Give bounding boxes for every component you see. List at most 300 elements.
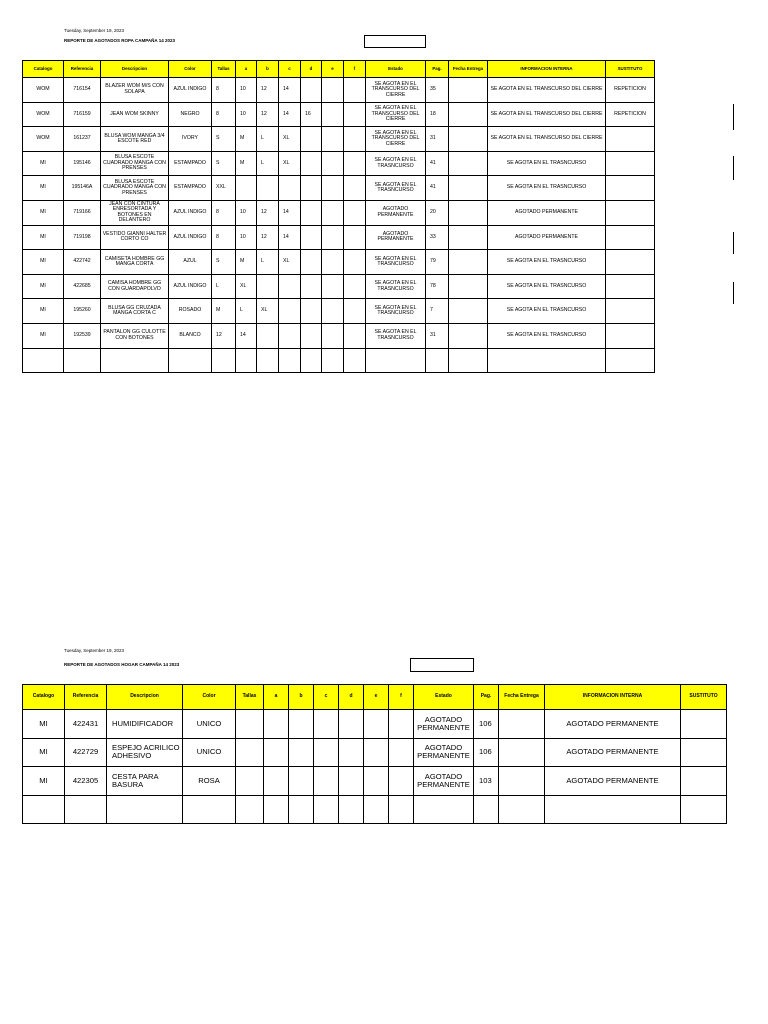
table-cell: [169, 348, 212, 373]
table-cell: [414, 795, 474, 824]
table-cell: [236, 348, 257, 373]
table-cell: AGOTADO PERMANENTE: [366, 200, 426, 225]
table-cell: 78: [426, 274, 449, 299]
table-cell: ESPEJO ACRILICO ADHESIVO: [107, 738, 183, 767]
table-cell: MI: [23, 299, 64, 324]
table-cell: [339, 795, 364, 824]
table-cell: [449, 151, 488, 176]
table-cell: [426, 348, 449, 373]
table-cell: 161237: [64, 127, 101, 152]
table-cell: AGOTADO PERMANENTE: [366, 225, 426, 250]
table-cell: 33: [426, 225, 449, 250]
table-cell: AZUL INDIGO: [169, 78, 212, 103]
table-cell: [212, 348, 236, 373]
table-cell: [314, 710, 339, 739]
table-cell: L: [257, 250, 279, 275]
table-cell: 422742: [64, 250, 101, 275]
table-cell: IVORY: [169, 127, 212, 152]
table-cell: ROSADO: [169, 299, 212, 324]
table-cell: 12: [257, 225, 279, 250]
report2-empty-box: [410, 658, 474, 672]
table-cell: [289, 738, 314, 767]
column-header: Descripcion: [107, 685, 183, 710]
table-cell: XL: [236, 274, 257, 299]
table-cell: 41: [426, 176, 449, 201]
table-cell: [183, 795, 236, 824]
table-cell: SE AGOTA EN EL TRASNCURSO: [366, 250, 426, 275]
table-cell: SE AGOTA EN EL TRASNCURSO: [366, 151, 426, 176]
table-cell: 7: [426, 299, 449, 324]
table-row: [23, 102, 655, 127]
table-cell: [322, 200, 344, 225]
column-header: Referencia: [64, 61, 101, 78]
table-cell: [279, 323, 301, 348]
table-cell: JEAN CON CINTURA ENRESORTADA Y BOTONES EN DELANTERO: [101, 200, 169, 225]
column-header: Pag.: [474, 685, 499, 710]
table-cell: [264, 795, 289, 824]
table-cell: [322, 348, 344, 373]
right-margin-mark: [733, 156, 734, 180]
column-header: Estado: [366, 61, 426, 78]
table-cell: [322, 250, 344, 275]
table-cell: SE AGOTA EN EL TRASNCURSO: [488, 250, 606, 275]
table-cell: [23, 348, 64, 373]
table-cell: [344, 250, 366, 275]
table-cell: REPETICION: [606, 102, 655, 127]
table-cell: 14: [279, 200, 301, 225]
table-cell: [301, 200, 322, 225]
table-cell: 18: [426, 102, 449, 127]
table-cell: [301, 250, 322, 275]
table-cell: [606, 323, 655, 348]
table-row: [23, 78, 655, 103]
column-header: INFORMACION INTERNA: [545, 685, 681, 710]
table-cell: MI: [23, 151, 64, 176]
column-header: Color: [183, 685, 236, 710]
table-cell: 8: [212, 78, 236, 103]
table-cell: SE AGOTA EN EL TRASNCURSO: [488, 274, 606, 299]
column-header: Catalogo: [23, 685, 65, 710]
right-margin-mark: [733, 104, 734, 130]
table-cell: [279, 274, 301, 299]
table-cell: [488, 348, 606, 373]
table-cell: AGOTADO PERMANENTE: [545, 710, 681, 739]
table-cell: [322, 323, 344, 348]
table-cell: CESTA PARA BASURA: [107, 767, 183, 796]
table-cell: S: [212, 250, 236, 275]
table-cell: L: [257, 127, 279, 152]
table-cell: MI: [23, 767, 65, 796]
table-cell: [364, 710, 389, 739]
table-cell: 422685: [64, 274, 101, 299]
table-cell: [322, 102, 344, 127]
table-cell: 10: [236, 102, 257, 127]
table-cell: [236, 738, 264, 767]
right-margin-mark: [733, 232, 734, 254]
table-cell: AGOTADO PERMANENTE: [414, 767, 474, 796]
table-cell: 8: [212, 102, 236, 127]
column-header: Color: [169, 61, 212, 78]
table-row: [23, 200, 655, 225]
table-row: [23, 738, 727, 767]
table-cell: 195146: [64, 151, 101, 176]
table-cell: AZUL INDIGO: [169, 274, 212, 299]
table-cell: SE AGOTA EN EL TRASNCURSO: [366, 299, 426, 324]
table-cell: [344, 348, 366, 373]
table-cell: SE AGOTA EN EL TRANSCURSO DEL CIERRE: [366, 102, 426, 127]
table-cell: SE AGOTA EN EL TRASNCURSO: [366, 323, 426, 348]
table-cell: 103: [474, 767, 499, 796]
table-cell: [449, 176, 488, 201]
column-header: Pag.: [426, 61, 449, 78]
table-cell: 106: [474, 738, 499, 767]
table-cell: [389, 795, 414, 824]
table-cell: [301, 127, 322, 152]
column-header: Referencia: [65, 685, 107, 710]
column-header: INFORMACION INTERNA: [488, 61, 606, 78]
table-cell: [606, 151, 655, 176]
column-header: Catalogo: [23, 61, 64, 78]
table-cell: M: [236, 151, 257, 176]
table-row: [23, 176, 655, 201]
table-cell: AZUL: [169, 250, 212, 275]
table-cell: [264, 767, 289, 796]
table-cell: [289, 795, 314, 824]
table-cell: [449, 348, 488, 373]
table-cell: [264, 738, 289, 767]
table-cell: [344, 200, 366, 225]
table-cell: [474, 795, 499, 824]
table-cell: [606, 274, 655, 299]
report1-title: REPORTE DE AGOTADOS ROPA CAMPAÑA 14 2023: [64, 38, 176, 43]
table-cell: [545, 795, 681, 824]
table-cell: [236, 710, 264, 739]
table-cell: [301, 274, 322, 299]
table-cell: [314, 738, 339, 767]
column-header: c: [314, 685, 339, 710]
table-cell: VESTIDO GIANNI HALTER CORTO CO: [101, 225, 169, 250]
table-row: [23, 710, 727, 739]
table-cell: 12: [257, 78, 279, 103]
report1-empty-box: [364, 35, 426, 48]
table-row: [23, 151, 655, 176]
table-cell: [322, 299, 344, 324]
table-cell: AGOTADO PERMANENTE: [414, 738, 474, 767]
table-cell: [606, 348, 655, 373]
table-cell: [449, 323, 488, 348]
table-cell: AGOTADO PERMANENTE: [414, 710, 474, 739]
table-cell: [257, 323, 279, 348]
table-cell: [279, 176, 301, 201]
table-cell: WOM: [23, 102, 64, 127]
report1-table: [22, 60, 655, 373]
table-row: [23, 767, 727, 796]
table-cell: UNICO: [183, 738, 236, 767]
table-cell: [301, 225, 322, 250]
report1-body: [23, 78, 655, 373]
table-cell: [344, 323, 366, 348]
report2-title: REPORTE DE AGOTADOS HOGAR CAMPAÑA 14 2023: [64, 662, 180, 667]
table-cell: [344, 102, 366, 127]
table-cell: BLUSA ESCOTE CUADRADO MANGA CON PRENSES: [101, 176, 169, 201]
table-cell: M: [236, 127, 257, 152]
table-cell: AZUL INDIGO: [169, 200, 212, 225]
table-cell: MI: [23, 250, 64, 275]
column-header: Fecha Entrega: [499, 685, 545, 710]
table-cell: [236, 176, 257, 201]
table-cell: [606, 176, 655, 201]
column-header: Estado: [414, 685, 474, 710]
table-cell: [364, 767, 389, 796]
table-row: [23, 250, 655, 275]
table-cell: 14: [279, 225, 301, 250]
table-cell: SE AGOTA EN EL TRASNCURSO: [488, 176, 606, 201]
table-cell: BLUSA WOM MANGA 3/4 ESCOTE RED: [101, 127, 169, 152]
report2-table: [22, 684, 727, 824]
table-cell: BLANCO: [169, 323, 212, 348]
table-row: [23, 323, 655, 348]
table-cell: [339, 710, 364, 739]
table-cell: [366, 348, 426, 373]
table-cell: AGOTADO PERMANENTE: [545, 738, 681, 767]
table-cell: [314, 767, 339, 796]
table-cell: [301, 323, 322, 348]
table-cell: [344, 127, 366, 152]
table-cell: SE AGOTA EN EL TRASNCURSO: [366, 274, 426, 299]
table-row: [23, 795, 727, 824]
table-cell: [606, 200, 655, 225]
table-cell: S: [212, 127, 236, 152]
table-cell: [449, 127, 488, 152]
table-cell: [279, 299, 301, 324]
report1-header-row: [23, 61, 655, 78]
column-header: a: [236, 61, 257, 78]
table-cell: 422729: [65, 738, 107, 767]
table-cell: [301, 348, 322, 373]
table-cell: 192539: [64, 323, 101, 348]
table-cell: 195146A: [64, 176, 101, 201]
table-cell: XXL: [212, 176, 236, 201]
table-cell: 14: [236, 323, 257, 348]
table-cell: SE AGOTA EN EL TRASNCURSO: [366, 176, 426, 201]
report2-header-row: [23, 685, 727, 710]
table-cell: [364, 795, 389, 824]
table-cell: [289, 767, 314, 796]
table-cell: WOM: [23, 78, 64, 103]
table-cell: MI: [23, 225, 64, 250]
table-cell: [681, 710, 727, 739]
table-cell: AGOTADO PERMANENTE: [488, 225, 606, 250]
table-cell: 41: [426, 151, 449, 176]
table-cell: CAMISA HOMBRE GG CON GUARDAPOLVO: [101, 274, 169, 299]
table-cell: [322, 176, 344, 201]
table-cell: SE AGOTA EN EL TRASNCURSO: [488, 323, 606, 348]
table-cell: [65, 795, 107, 824]
table-cell: 12: [257, 200, 279, 225]
column-header: f: [389, 685, 414, 710]
table-cell: [606, 250, 655, 275]
table-cell: [257, 176, 279, 201]
table-cell: 422305: [65, 767, 107, 796]
column-header: f: [344, 61, 366, 78]
table-cell: PANTALON GG CULOTTE CON BOTONES: [101, 323, 169, 348]
table-cell: [322, 78, 344, 103]
table-cell: 16: [301, 102, 322, 127]
table-cell: [389, 738, 414, 767]
table-cell: [322, 151, 344, 176]
table-cell: [449, 225, 488, 250]
table-cell: [389, 710, 414, 739]
table-cell: [344, 176, 366, 201]
table-cell: [499, 738, 545, 767]
table-cell: 79: [426, 250, 449, 275]
table-cell: 719198: [64, 225, 101, 250]
table-cell: 195260: [64, 299, 101, 324]
table-cell: MI: [23, 274, 64, 299]
table-cell: [449, 102, 488, 127]
table-cell: [499, 767, 545, 796]
table-cell: XL: [279, 151, 301, 176]
table-cell: [606, 127, 655, 152]
table-cell: S: [212, 151, 236, 176]
column-header: d: [301, 61, 322, 78]
table-cell: 31: [426, 127, 449, 152]
table-cell: L: [236, 299, 257, 324]
table-cell: ROSA: [183, 767, 236, 796]
table-cell: XL: [257, 299, 279, 324]
table-cell: XL: [279, 250, 301, 275]
table-cell: MI: [23, 738, 65, 767]
table-cell: [301, 176, 322, 201]
table-cell: [606, 225, 655, 250]
table-row: [23, 274, 655, 299]
table-cell: 14: [279, 78, 301, 103]
column-header: e: [364, 685, 389, 710]
table-cell: [236, 795, 264, 824]
column-header: d: [339, 685, 364, 710]
table-cell: [449, 299, 488, 324]
table-cell: [257, 274, 279, 299]
table-cell: MI: [23, 176, 64, 201]
table-cell: 8: [212, 200, 236, 225]
column-header: b: [257, 61, 279, 78]
table-cell: L: [212, 274, 236, 299]
table-cell: [23, 795, 65, 824]
table-cell: [101, 348, 169, 373]
table-cell: NEGRO: [169, 102, 212, 127]
column-header: e: [322, 61, 344, 78]
table-cell: CAMISETA HOMBRE GG MANGA CORTA: [101, 250, 169, 275]
table-cell: SE AGOTA EN EL TRASNCURSO: [488, 299, 606, 324]
table-cell: 716159: [64, 102, 101, 127]
table-cell: M: [212, 299, 236, 324]
table-cell: MI: [23, 200, 64, 225]
table-row: [23, 225, 655, 250]
table-cell: [449, 250, 488, 275]
table-cell: [322, 274, 344, 299]
table-cell: MI: [23, 710, 65, 739]
report2-date: Tuesday, September 19, 2023: [64, 648, 125, 653]
table-cell: MI: [23, 323, 64, 348]
table-cell: WOM: [23, 127, 64, 152]
table-cell: [449, 274, 488, 299]
table-cell: SE AGOTA EN EL TRANSCURSO DEL CIERRE: [488, 127, 606, 152]
table-cell: [344, 151, 366, 176]
table-cell: 35: [426, 78, 449, 103]
table-cell: [681, 767, 727, 796]
column-header: Tallas: [212, 61, 236, 78]
table-cell: BLUSA GG CRUZADA MANGA CORTA C: [101, 299, 169, 324]
table-cell: 719166: [64, 200, 101, 225]
table-cell: [264, 710, 289, 739]
table-cell: [314, 795, 339, 824]
column-header: Fecha Entrega: [449, 61, 488, 78]
column-header: Tallas: [236, 685, 264, 710]
column-header: Descripcion: [101, 61, 169, 78]
table-cell: [344, 78, 366, 103]
table-cell: 422431: [65, 710, 107, 739]
table-cell: [339, 738, 364, 767]
table-cell: [389, 767, 414, 796]
table-cell: 10: [236, 200, 257, 225]
table-cell: JEAN WOM SKINNY: [101, 102, 169, 127]
table-cell: [279, 348, 301, 373]
table-cell: SE AGOTA EN EL TRASNCURSO: [488, 151, 606, 176]
table-cell: [301, 299, 322, 324]
table-cell: HUMIDIFICADOR: [107, 710, 183, 739]
table-cell: SE AGOTA EN EL TRANSCURSO DEL CIERRE: [488, 102, 606, 127]
table-cell: [499, 795, 545, 824]
table-cell: REPETICION: [606, 78, 655, 103]
table-row: [23, 348, 655, 373]
column-header: b: [289, 685, 314, 710]
table-cell: [301, 78, 322, 103]
table-cell: [606, 299, 655, 324]
table-cell: [64, 348, 101, 373]
table-cell: XL: [279, 127, 301, 152]
report1-date: Tuesday, September 19, 2023: [64, 28, 125, 33]
table-cell: SE AGOTA EN EL TRANSCURSO DEL CIERRE: [488, 78, 606, 103]
table-cell: [236, 767, 264, 796]
table-cell: [449, 200, 488, 225]
table-cell: [681, 795, 727, 824]
table-cell: M: [236, 250, 257, 275]
table-row: [23, 127, 655, 152]
table-cell: [449, 78, 488, 103]
table-cell: [364, 738, 389, 767]
table-cell: [681, 738, 727, 767]
column-header: SUSTITUTO: [606, 61, 655, 78]
table-cell: ESTAMPADO: [169, 176, 212, 201]
table-cell: [339, 767, 364, 796]
table-cell: L: [257, 151, 279, 176]
table-cell: ESTAMPADO: [169, 151, 212, 176]
table-cell: 106: [474, 710, 499, 739]
table-cell: [322, 225, 344, 250]
table-cell: 20: [426, 200, 449, 225]
report2-body: [23, 710, 727, 824]
column-header: a: [264, 685, 289, 710]
table-cell: 12: [212, 323, 236, 348]
column-header: SUSTITUTO: [681, 685, 727, 710]
table-cell: [499, 710, 545, 739]
table-cell: [344, 299, 366, 324]
table-cell: AGOTADO PERMANENTE: [488, 200, 606, 225]
table-cell: 12: [257, 102, 279, 127]
right-margin-mark: [733, 282, 734, 304]
table-cell: [107, 795, 183, 824]
table-cell: 716154: [64, 78, 101, 103]
